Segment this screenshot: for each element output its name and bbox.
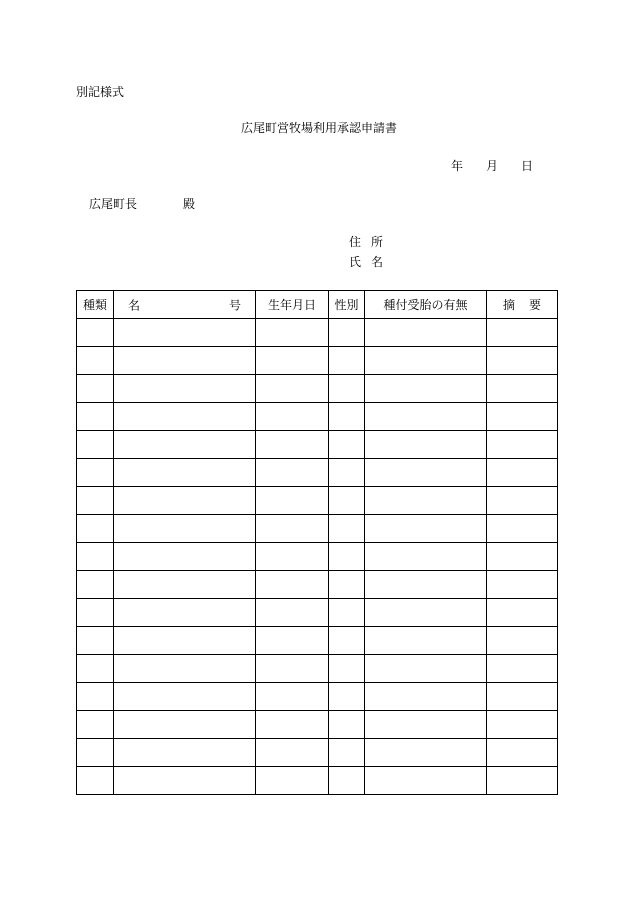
column-header-name-part1: 名 — [128, 298, 141, 312]
column-header-name-part2: 号 — [228, 298, 241, 312]
cell-birthdate[interactable] — [256, 655, 329, 683]
cell-remarks[interactable] — [487, 319, 558, 347]
table-row — [77, 739, 558, 767]
cell-breeding-status[interactable] — [365, 599, 487, 627]
document-title: 広尾町営牧場利用承認申請書 — [240, 121, 397, 135]
cell-breeding-status[interactable] — [365, 515, 487, 543]
cell-type[interactable] — [77, 739, 114, 767]
cell-name[interactable] — [114, 375, 256, 403]
cell-sex[interactable] — [329, 515, 365, 543]
cell-birthdate[interactable] — [256, 543, 329, 571]
table-row — [77, 683, 558, 711]
cell-birthdate[interactable] — [256, 347, 329, 375]
cell-sex[interactable] — [329, 459, 365, 487]
addressee: 広尾町長 — [89, 197, 138, 211]
cell-remarks[interactable] — [487, 487, 558, 515]
cell-breeding-status[interactable] — [365, 711, 487, 739]
cell-birthdate[interactable] — [256, 683, 329, 711]
cell-breeding-status[interactable] — [365, 375, 487, 403]
cell-sex[interactable] — [329, 431, 365, 459]
applicant-address-label: 住所 — [349, 235, 394, 249]
cell-birthdate[interactable] — [256, 627, 329, 655]
cell-sex[interactable] — [329, 487, 365, 515]
cell-type[interactable] — [77, 487, 114, 515]
cell-remarks[interactable] — [487, 655, 558, 683]
cell-type[interactable] — [77, 347, 114, 375]
cell-birthdate[interactable] — [256, 711, 329, 739]
cell-remarks[interactable] — [487, 459, 558, 487]
date-month-label: 月 — [486, 159, 499, 173]
cell-name[interactable] — [114, 347, 256, 375]
column-header-birthdate: 生年月日 — [256, 291, 329, 319]
cell-remarks[interactable] — [487, 627, 558, 655]
cell-remarks[interactable] — [487, 431, 558, 459]
cell-name[interactable] — [114, 571, 256, 599]
cell-breeding-status[interactable] — [365, 347, 487, 375]
cell-remarks[interactable] — [487, 739, 558, 767]
cell-sex[interactable] — [329, 655, 365, 683]
table-row — [77, 571, 558, 599]
cell-type[interactable] — [77, 627, 114, 655]
cell-birthdate[interactable] — [256, 599, 329, 627]
applicant-name-label: 氏名 — [349, 255, 394, 269]
form-label: 別記様式 — [76, 85, 125, 99]
cell-birthdate[interactable] — [256, 319, 329, 347]
table-body — [77, 319, 558, 795]
cell-birthdate[interactable] — [256, 767, 329, 795]
livestock-register-table — [76, 290, 558, 795]
cell-breeding-status[interactable] — [365, 487, 487, 515]
cell-breeding-status[interactable] — [365, 627, 487, 655]
cell-name[interactable] — [114, 487, 256, 515]
cell-birthdate[interactable] — [256, 403, 329, 431]
cell-remarks[interactable] — [487, 375, 558, 403]
cell-breeding-status[interactable] — [365, 319, 487, 347]
table-row — [77, 459, 558, 487]
cell-sex[interactable] — [329, 739, 365, 767]
cell-breeding-status[interactable] — [365, 431, 487, 459]
cell-type[interactable] — [77, 403, 114, 431]
table-row — [77, 711, 558, 739]
table-row — [77, 487, 558, 515]
table-row — [77, 403, 558, 431]
table-row — [77, 431, 558, 459]
cell-type[interactable] — [77, 375, 114, 403]
cell-type[interactable] — [77, 543, 114, 571]
cell-type[interactable] — [77, 599, 114, 627]
cell-sex[interactable] — [329, 571, 365, 599]
cell-sex[interactable] — [329, 683, 365, 711]
cell-type[interactable] — [77, 459, 114, 487]
cell-birthdate[interactable] — [256, 431, 329, 459]
cell-type[interactable] — [77, 319, 114, 347]
table-row — [77, 627, 558, 655]
table-row — [77, 375, 558, 403]
cell-type[interactable] — [77, 571, 114, 599]
column-header-type: 種類 — [77, 291, 114, 319]
cell-name[interactable] — [114, 319, 256, 347]
cell-sex[interactable] — [329, 375, 365, 403]
cell-name[interactable] — [114, 627, 256, 655]
cell-sex[interactable] — [329, 403, 365, 431]
table-row — [77, 347, 558, 375]
cell-breeding-status[interactable] — [365, 655, 487, 683]
cell-birthdate[interactable] — [256, 739, 329, 767]
date-year-label: 年 — [451, 159, 464, 173]
cell-remarks[interactable] — [487, 571, 558, 599]
cell-type[interactable] — [77, 767, 114, 795]
cell-name[interactable] — [114, 767, 256, 795]
cell-sex[interactable] — [329, 627, 365, 655]
cell-remarks[interactable] — [487, 767, 558, 795]
cell-name[interactable] — [114, 655, 256, 683]
cell-name[interactable] — [114, 459, 256, 487]
table-row — [77, 515, 558, 543]
cell-name[interactable] — [114, 599, 256, 627]
cell-name[interactable] — [114, 739, 256, 767]
cell-name[interactable] — [114, 543, 256, 571]
cell-breeding-status[interactable] — [365, 739, 487, 767]
cell-name[interactable] — [114, 431, 256, 459]
table-header-row — [77, 291, 558, 319]
column-header-remarks: 摘要 — [487, 291, 558, 319]
table-row — [77, 319, 558, 347]
column-header-sex: 性別 — [329, 291, 365, 319]
cell-remarks[interactable] — [487, 515, 558, 543]
honorific: 殿 — [183, 197, 196, 211]
cell-name[interactable] — [114, 403, 256, 431]
cell-type[interactable] — [77, 431, 114, 459]
date-day-label: 日 — [521, 159, 534, 173]
cell-birthdate[interactable] — [256, 515, 329, 543]
cell-type[interactable] — [77, 655, 114, 683]
cell-remarks[interactable] — [487, 599, 558, 627]
cell-sex[interactable] — [329, 711, 365, 739]
table-row — [77, 543, 558, 571]
cell-remarks[interactable] — [487, 683, 558, 711]
cell-breeding-status[interactable] — [365, 683, 487, 711]
cell-breeding-status[interactable] — [365, 543, 487, 571]
cell-sex[interactable] — [329, 599, 365, 627]
cell-breeding-status[interactable] — [365, 403, 487, 431]
cell-name[interactable] — [114, 711, 256, 739]
column-header-breeding-status: 種付受胎の有無 — [365, 291, 487, 319]
cell-remarks[interactable] — [487, 543, 558, 571]
cell-breeding-status[interactable] — [365, 571, 487, 599]
cell-birthdate[interactable] — [256, 375, 329, 403]
column-header-name — [114, 291, 256, 319]
cell-sex[interactable] — [329, 767, 365, 795]
cell-birthdate[interactable] — [256, 571, 329, 599]
cell-sex[interactable] — [329, 347, 365, 375]
cell-type[interactable] — [77, 515, 114, 543]
cell-breeding-status[interactable] — [365, 767, 487, 795]
cell-birthdate[interactable] — [256, 487, 329, 515]
table-row — [77, 655, 558, 683]
cell-sex[interactable] — [329, 543, 365, 571]
cell-breeding-status[interactable] — [365, 459, 487, 487]
cell-remarks[interactable] — [487, 347, 558, 375]
table-row — [77, 767, 558, 795]
cell-type[interactable] — [77, 711, 114, 739]
cell-remarks[interactable] — [487, 711, 558, 739]
cell-remarks[interactable] — [487, 403, 558, 431]
cell-sex[interactable] — [329, 319, 365, 347]
cell-type[interactable] — [77, 683, 114, 711]
cell-birthdate[interactable] — [256, 459, 329, 487]
table-row — [77, 599, 558, 627]
cell-name[interactable] — [114, 515, 256, 543]
cell-name[interactable] — [114, 683, 256, 711]
